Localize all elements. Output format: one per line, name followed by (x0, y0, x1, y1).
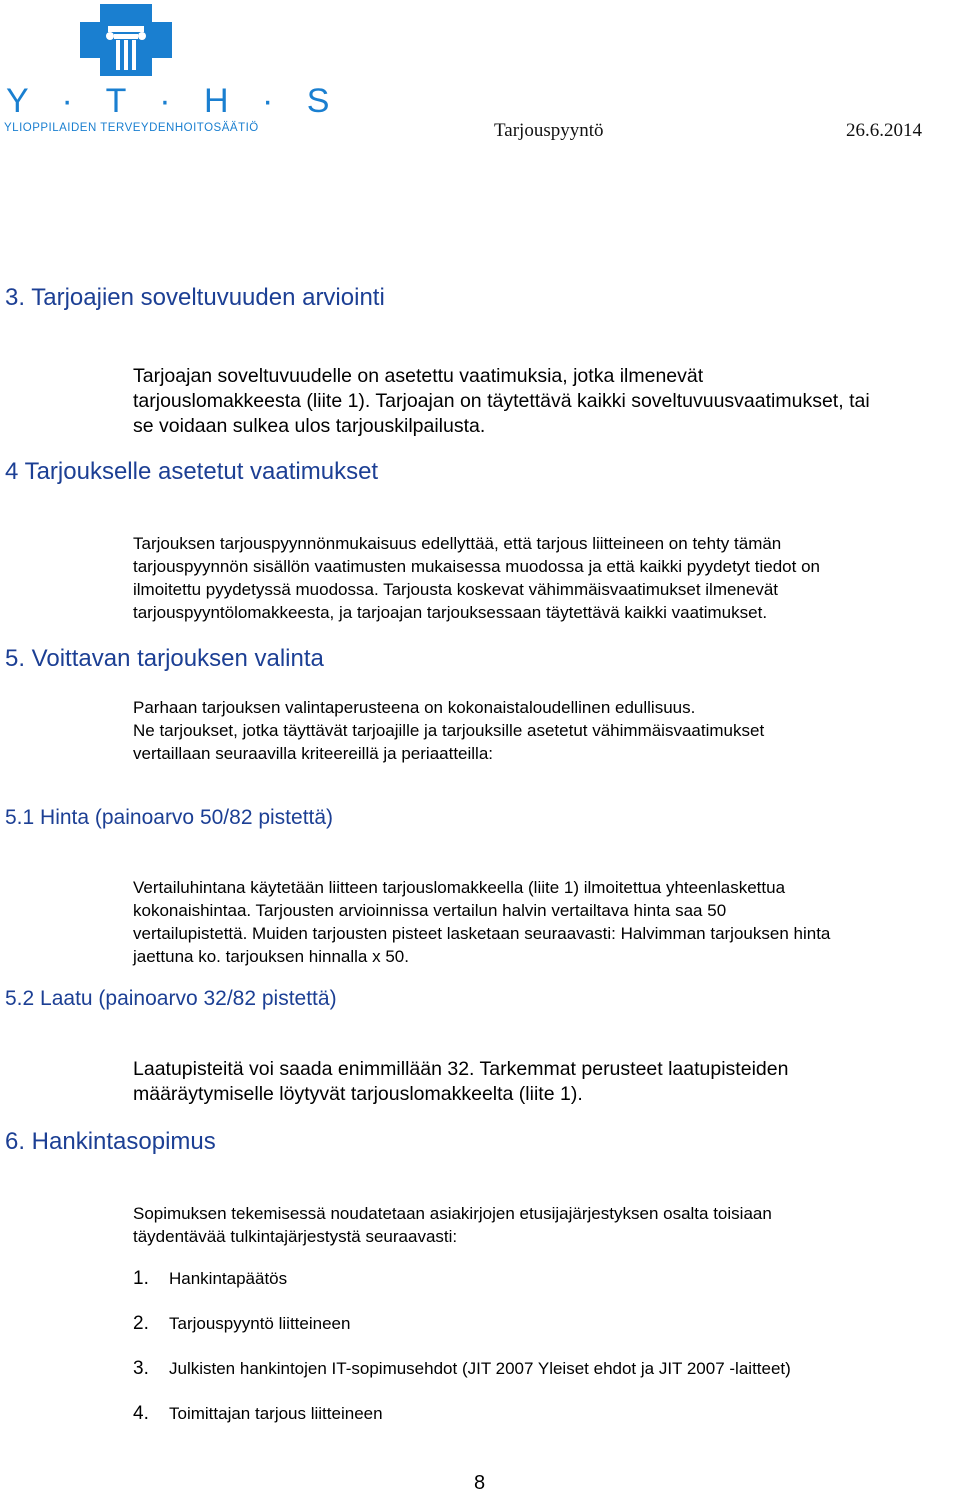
section-5-1-line: kokonaishintaa. Tarjousten arvioinnissa vertailun halvin vertailtava hinta saa 50 (133, 901, 727, 920)
section-5-1-line: jaettuna ko. tarjouksen hinnalla x 50. (133, 947, 409, 966)
doc-title: Tarjouspyyntö (494, 120, 604, 141)
section-4-line: ilmoitettu pyydetyssä muodossa. Tarjousta koskevat vähimmäisvaatimukset ilmenevät (133, 580, 779, 599)
section-6-line: Sopimuksen tekemisessä noudatetaan asiakirjojen etusijajärjestyksen osalta toisiaan (133, 1204, 772, 1223)
section-5-2-body (133, 1057, 788, 1107)
list-item (133, 1358, 791, 1380)
list-item-text: Tarjouspyyntö liitteineen (169, 1314, 351, 1333)
section-6-body (133, 1202, 772, 1248)
list-item-number: 2. (133, 1313, 149, 1334)
section-5-1-body (133, 876, 830, 968)
heading-section-5-2: 5.2 Laatu (painoarvo 32/82 pistettä) (5, 987, 337, 1010)
list-item (133, 1268, 287, 1290)
list-item (133, 1313, 350, 1335)
section-5-line: Ne tarjoukset, jotka täyttävät tarjoajille ja tarjouksille asetetut vähimmäisvaatimukset (133, 721, 765, 740)
heading-section-5: 5. Voittavan tarjouksen valinta (5, 645, 324, 672)
yths-logo (0, 0, 342, 142)
logo-subtitle: YLIOPPILAIDEN TERVEYDENHOITOSÄÄTIÖ (4, 122, 259, 134)
section-4-body (133, 532, 820, 624)
section-3-line: Tarjoajan soveltuvuudelle on asetettu vaatimuksia, jotka ilmenevät (133, 365, 704, 387)
heading-section-3: 3. Tarjoajien soveltuvuuden arviointi (5, 284, 385, 311)
logo-letters: Y · T · H · S (6, 82, 342, 120)
heading-section-4: 4 Tarjoukselle asetetut vaatimukset (5, 458, 379, 485)
list-item (133, 1403, 383, 1425)
heading-section-5-1: 5.1 Hinta (painoarvo 50/82 pistettä) (5, 806, 334, 829)
section-3-line: tarjouslomakkeesta (liite 1). Tarjoajan on täytettävä kaikki soveltuvuusvaatimukset, tai (133, 390, 870, 412)
section-3-line: se voidaan sulkea ulos tarjouskilpailusta. (133, 415, 486, 437)
section-5-1-line: vertailupistettä. Muiden tarjousten pisteet lasketaan seuraavasti: Halvimman tarjouksen hinta (133, 924, 831, 943)
section-6-line: täydentävää tulkintajärjestystä seuraavasti: (133, 1227, 458, 1246)
section-4-line: Tarjouksen tarjouspyynnönmukaisuus edellyttää, että tarjous liitteineen on tehty tämän (133, 534, 782, 553)
section-5-2-line: Laatupisteitä voi saada enimmillään 32. Tarkemmat perusteet laatupisteiden (133, 1058, 789, 1080)
list-item-text: Toimittajan tarjous liitteineen (169, 1404, 383, 1423)
section-5-line: Parhaan tarjouksen valintaperusteena on kokonaistaloudellinen edullisuus. (133, 698, 696, 717)
list-item-text: Hankintapäätös (169, 1269, 288, 1288)
section-4-line: tarjouspyynnön sisällön vaatimusten mukaisessa muodossa ja että kaikki pyydetyt tiedot on (133, 557, 820, 576)
section-5-2-line: määräytymiselle löytyvät tarjouslomakkeelta (liite 1). (133, 1083, 583, 1105)
doc-date: 26.6.2014 (846, 120, 922, 141)
section-4-line: tarjouspyyntölomakkeesta, ja tarjoajan tarjouksessaan täytettävä kaikki vaatimukset. (133, 603, 768, 622)
heading-section-6: 6. Hankintasopimus (5, 1128, 216, 1155)
list-item-number: 4. (133, 1403, 149, 1424)
section-5-line: vertaillaan seuraavilla kriteereillä ja periaatteilla: (133, 744, 494, 763)
section-5-body (133, 696, 764, 765)
list-item-number: 3. (133, 1358, 149, 1379)
section-3-body (133, 364, 870, 439)
list-item-number: 1. (133, 1268, 149, 1289)
list-item-text: Julkisten hankintojen IT-sopimusehdot (JIT 2007 Yleiset ehdot ja JIT 2007 -laitteet) (169, 1359, 791, 1378)
page-number: 8 (474, 1472, 486, 1494)
section-5-1-line: Vertailuhintana käytetään liitteen tarjouslomakkeella (liite 1) ilmoitettua yhteenlaskettua (133, 878, 786, 897)
